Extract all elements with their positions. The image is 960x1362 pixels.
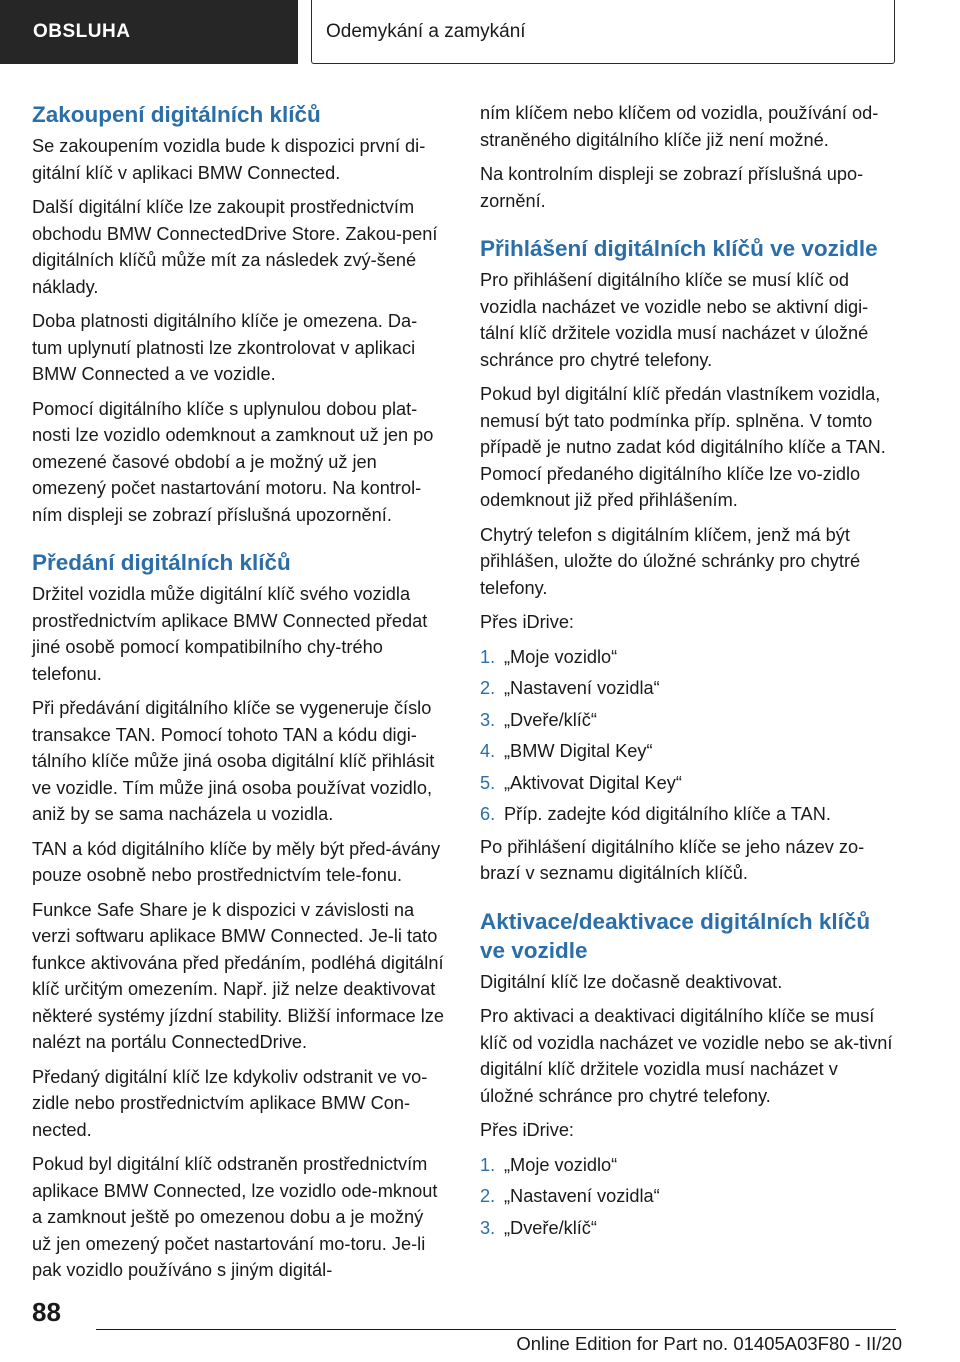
step-text: „Nastavení vozidla“ (504, 1186, 660, 1206)
paragraph: Digitální klíč lze dočasně deaktivovat. (480, 971, 783, 992)
step-number: 3. (480, 709, 496, 730)
list-item (480, 644, 894, 671)
paragraph: Doba platnosti digitálního klíče je omezena. Da-tum uplynutí platnosti lze zkontrolovat v aplikaci BMW Connected a ve vozidle. (32, 311, 418, 384)
paragraph: Další digitální klíče lze zakoupit prostřednictvím obchodu BMW ConnectedDrive Store. Zakou-pení digitálních klíčů může mít za následek zvý-šené náklady. (32, 197, 438, 297)
footer-edition: Online Edition for Part no. 01405A03F80 - II/20 (516, 1333, 902, 1354)
heading-share-digital-keys: Předání digitálních klíčů (32, 550, 291, 575)
paragraph: Držitel vozidla může digitální klíč svého vozidla prostřednictvím aplikace BMW Connected předat jiné osobě pomocí kompatibilního chy-trého telefonu. (32, 584, 428, 684)
paragraph: TAN a kód digitálního klíče by měly být před-ávány pouze osobně nebo prostřednictvím tele-fonu. (32, 838, 441, 885)
step-number: 2. (480, 678, 496, 698)
step-number: 5. (480, 772, 496, 793)
step-text: „Aktivovat Digital Key“ (504, 772, 682, 793)
paragraph: Přes iDrive: (480, 1120, 574, 1140)
heading-buy-digital-keys: Zakoupení digitálních klíčů (32, 102, 321, 127)
step-text: „Dveře/klíč“ (504, 1217, 597, 1238)
paragraph: ním klíčem nebo klíčem od vozidla, používání od-straněného digitálního klíče již není možné. (480, 103, 879, 150)
paragraph: Přes iDrive: (480, 612, 574, 632)
list-item (480, 1215, 894, 1242)
paragraph: Chytrý telefon s digitálním klíčem, jenž má být přihlášen, uložte do úložné schránky pro chytré telefony. (480, 524, 861, 598)
step-number: 2. (480, 1186, 496, 1206)
step-number: 1. (480, 1154, 496, 1175)
list-item (480, 1183, 894, 1210)
step-text: „Moje vozidlo“ (504, 1154, 618, 1175)
idrive-steps-register (480, 644, 894, 828)
paragraph: Na kontrolním displeji se zobrazí příslušná upo-zornění. (480, 164, 864, 211)
step-number: 6. (480, 804, 496, 824)
list-item (480, 801, 894, 828)
section-label: OBSLUHA (0, 0, 298, 64)
paragraph: Při předávání digitálního klíče se vygeneruje číslo transakce TAN. Pomocí tohoto TAN a kódu digi-tálního klíče může jiná osoba digitální klíč přihlásit ve vozidle. Tím může jiná osoba používat vozidlo, aniž by se sama nacházela u vozidla. (32, 698, 435, 824)
list-item (480, 738, 894, 765)
page-number: 88 (32, 1297, 61, 1327)
idrive-steps-activate (480, 1152, 894, 1242)
paragraph: Pokud byl digitální klíč předán vlastníkem vozidla, nemusí být tato podmínka příp. splněna. V tomto případě je nutno zadat kód digitálního klíče a TAN. Pomocí předaného digitálního klíče lze vo-zidlo odemknout již před přihlášením. (480, 384, 886, 510)
list-item (480, 675, 894, 702)
footer-divider (96, 1329, 896, 1330)
list-item (480, 707, 894, 734)
step-text: „BMW Digital Key“ (504, 741, 653, 761)
paragraph: Pokud byl digitální klíč odstraněn prostřednictvím aplikace BMW Connected, lze vozidlo ode-mknout a zamknout ještě po omezenou dobu a je možný už jen omezený počet nastartování mo-toru. Je-li pak vozidlo používáno s jiným digitál- (32, 1154, 438, 1280)
step-number: 3. (480, 1217, 496, 1238)
heading-activate-deactivate-keys: Aktivace/deaktivace digitálních klíčů ve vozidle (480, 908, 871, 963)
step-text: „Moje vozidlo“ (504, 646, 618, 667)
paragraph: Pro přihlášení digitálního klíče se musí klíč od vozidla nacházet ve vozidle nebo se aktivní digi-tální klíč držitele vozidla musí nacházet v úložné schránce pro chytré telefony. (480, 270, 869, 370)
paragraph: Předaný digitální klíč lze kdykoliv odstranit ve vo-zidle nebo prostřednictvím aplikace BMW Con-nected. (32, 1066, 428, 1140)
paragraph: Po přihlášení digitálního klíče se jeho název zo-brazí v seznamu digitálních klíčů. (480, 836, 865, 883)
paragraph: Se zakoupením vozidla bude k dispozici první di-gitální klíč v aplikaci BMW Connected. (32, 136, 426, 183)
step-number: 1. (480, 646, 496, 667)
step-text: „Dveře/klíč“ (504, 709, 597, 730)
paragraph: Funkce Safe Share je k dispozici v závislosti na verzi softwaru aplikace BMW Connected. Je-li tato funkce aktivována před předáním, podléhá digitální klíč určitým omezením. Např. již nelze deaktivovat některé systémy jízdní stability. Bližší informace lze nalézt na portálu ConnectedDrive. (32, 899, 445, 1052)
step-text: Příp. zadejte kód digitálního klíče a TAN. (504, 804, 831, 824)
heading-register-digital-keys: Přihlášení digitálních klíčů ve vozidle (480, 236, 878, 261)
page-header (0, 0, 960, 66)
step-number: 4. (480, 741, 496, 761)
list-item (480, 770, 894, 797)
list-item (480, 1152, 894, 1179)
chapter-title: Odemykání a zamykání (311, 0, 895, 64)
step-text: „Nastavení vozidla“ (504, 678, 660, 698)
paragraph: Pomocí digitálního klíče s uplynulou dobou plat-nosti lze vozidlo odemknout a zamknout už jen po omezené časové období a je možný už jen omezený počet nastartování motoru. Na kontrol-ním displeji se zobrazí příslušná upozornění. (32, 398, 434, 525)
left-column (32, 100, 446, 1292)
right-column (480, 100, 894, 1247)
paragraph: Pro aktivaci a deaktivaci digitálního klíče se musí klíč od vozidla nacházet ve vozidle nebo se ak-tivní digitální klíč držitele vozidla musí nacházet v úložné schránce pro chytré telefony. (480, 1006, 893, 1106)
